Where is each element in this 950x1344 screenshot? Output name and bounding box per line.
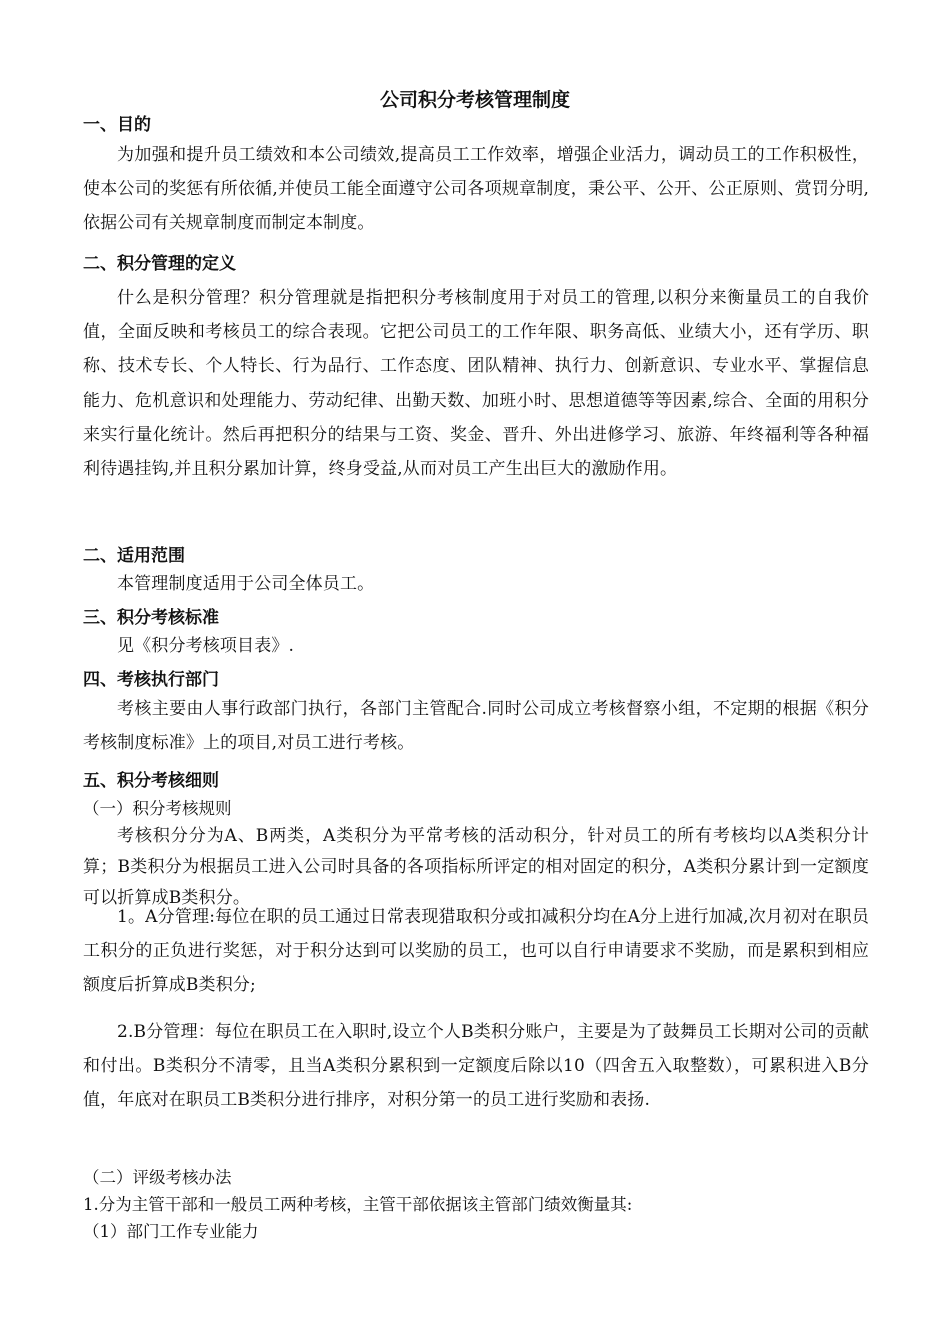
heading-definition: 二、积分管理的定义 xyxy=(83,254,236,274)
paragraph-purpose: 为加强和提升员工绩效和本公司绩效,提高员工工作效率，增强企业活力，调动员工的工作积极性，使本公司的奖惩有所依循,并使员工能全面遵守公司各项规章制度，秉公平、公开、公正原则、赏罚分明,依据公司有关规章制度而制定本制度。 xyxy=(83,145,869,234)
paragraph-department: 考核主要由人事行政部门执行，各部门主管配合.同时公司成立考核督察小组，不定期的根据《积分考核制度标准》上的项目,对员工进行考核。 xyxy=(83,699,869,754)
heading-purpose: 一、目的 xyxy=(83,115,151,135)
subheading-rules: （一）积分考核规则 xyxy=(83,799,232,818)
document-title: 公司积分考核管理制度 xyxy=(379,89,570,111)
heading-standard: 三、积分考核标准 xyxy=(83,608,219,628)
subheading-evaluation: （二）评级考核办法 xyxy=(83,1168,232,1187)
heading-rules: 五、积分考核细则 xyxy=(83,771,219,791)
line-evaluation-2: （1）部门工作专业能力 xyxy=(83,1222,259,1241)
paragraph-definition: 什么是积分管理？积分管理就是指把积分考核制度用于对员工的管理,以积分来衡量员工的自我价值，全面反映和考核员工的综合表现。它把公司员工的工作年限、职务高低、业绩大小，还有学历、职称、技术专长、个人特长、行为品行、工作态度、团队精神、执行力、创新意识、专业水平、掌握信息能力、危机意识和处理能力、劳动纪律、出勤天数、加班小时、思想道德等等因素,综合、全面的用积分来实行量化统计。然后再把积分的结果与工资、奖金、晋升、外出进修学习、旅游、年终福利等各种福利待遇挂钩,并且积分累加计算，终身受益,从而对员工产生出巨大的激励作用。 xyxy=(83,288,869,480)
paragraph-scope: 本管理制度适用于公司全体员工。 xyxy=(117,574,375,594)
line-evaluation-1: 1.分为主管干部和一般员工两种考核，主管干部依据该主管部门绩效衡量其: xyxy=(83,1195,633,1214)
paragraph-rules-ab: 考核积分分为A、B两类，A类积分为平常考核的活动积分，针对员工的所有考核均以A类积分计算；B类积分为根据员工进入公司时具备的各项指标所评定的相对固定的积分，A类积分累计到一定额度可以折算成B类积分。 xyxy=(83,826,869,908)
heading-department: 四、考核执行部门 xyxy=(83,670,219,690)
paragraph-b-points: 2.B分管理：每位在职员工在入职时,设立个人B类积分账户，主要是为了鼓舞员工长期对公司的贡献和付出。B类积分不清零，且当A类积分累积到一定额度后除以10（四舍五入取整数），可累积进入B分值，年底对在职员工B类积分进行排序，对积分第一的员工进行奖励和表扬. xyxy=(83,1022,869,1111)
paragraph-standard: 见《积分考核项目表》. xyxy=(117,636,295,656)
heading-scope: 二、适用范围 xyxy=(83,546,185,566)
paragraph-a-points: 1。A分管理:每位在职的员工通过日常表现猎取积分或扣减积分均在A分上进行加减,次月初对在职员工积分的正负进行奖惩，对于积分达到可以奖励的员工，也可以自行申请要求不奖励，而是累积到相应额度后折算成B类积分; xyxy=(83,907,869,996)
